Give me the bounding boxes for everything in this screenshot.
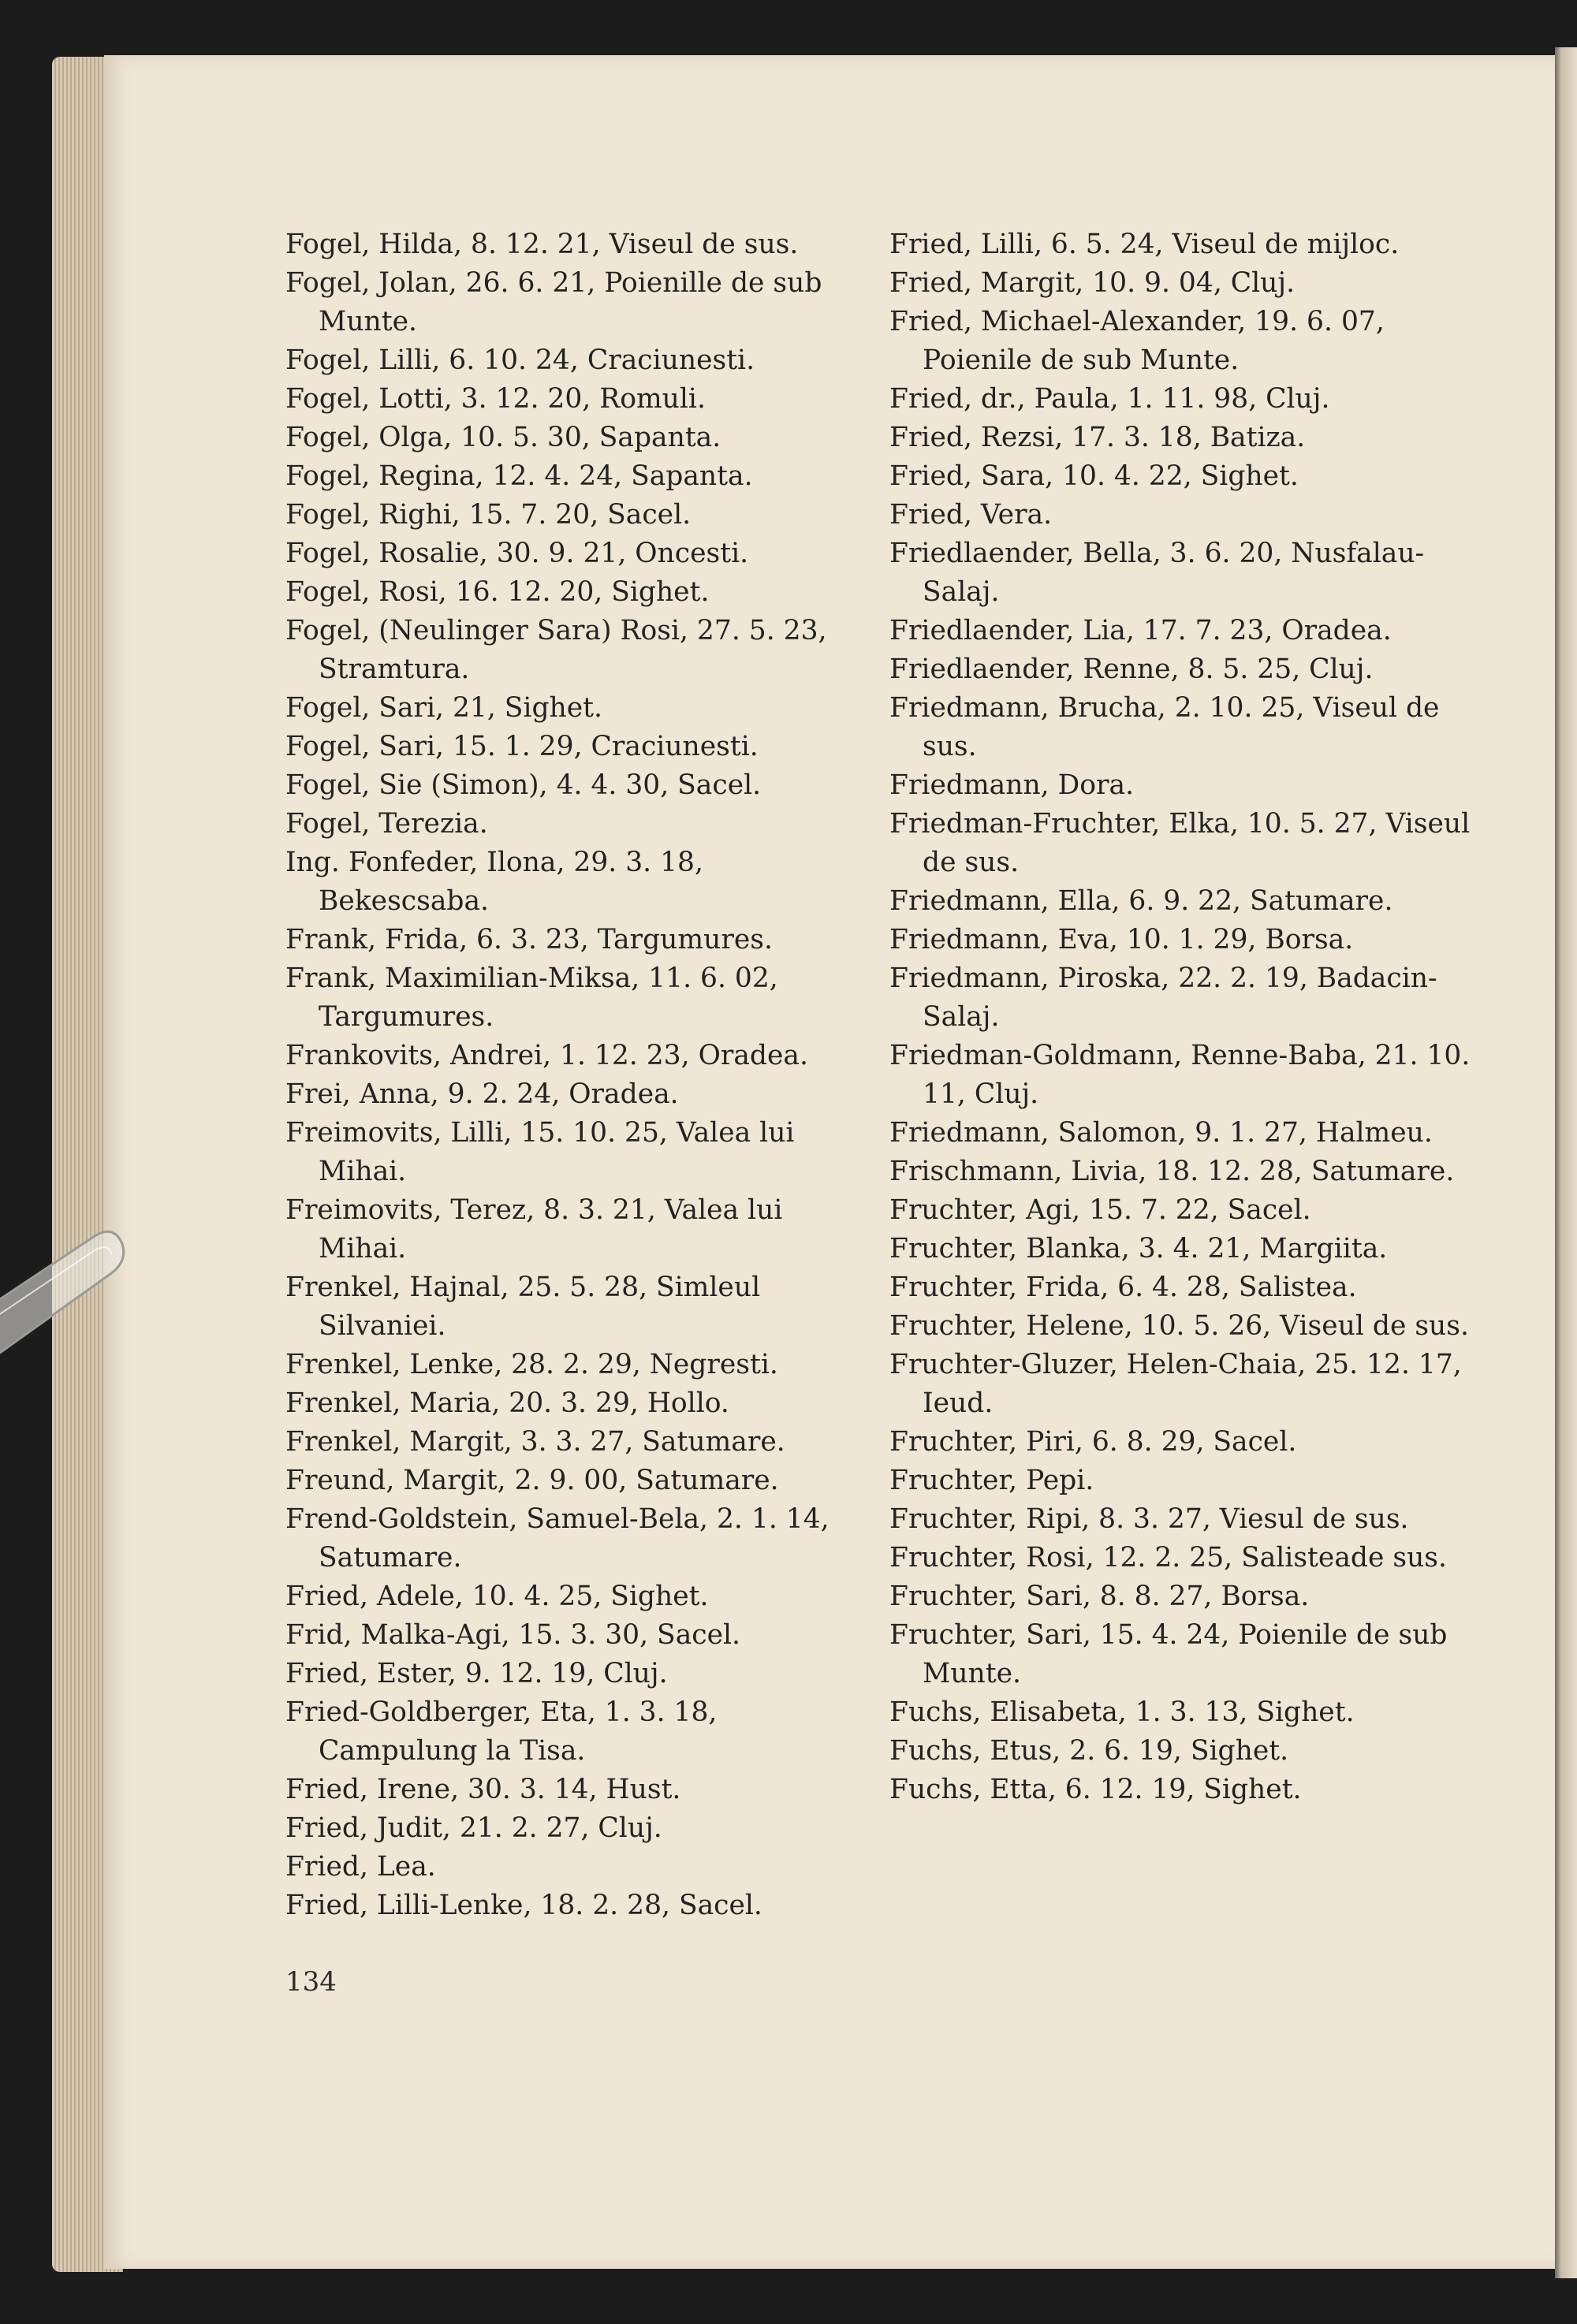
right-column-entry: Fried, dr., Paula, 1. 11. 98, Cluj. <box>889 383 1330 415</box>
right-column-entry: Friedman-Goldmann, Renne-Baba, 21. 10. 11, Cluj. <box>889 1040 1471 1110</box>
right-column-entry: Friedmann, Piroska, 22. 2. 19, Badacin-Salaj. <box>889 963 1437 1033</box>
left-column-entry: Fried, Irene, 30. 3. 14, Hust. <box>285 1774 681 1805</box>
facing-page-edge <box>1555 47 1577 2278</box>
right-column-entry: Fried, Michael-Alexander, 19. 6. 07, Poienile de sub Munte. <box>889 306 1385 376</box>
left-column-entry: Fogel, Terezia. <box>285 808 488 840</box>
left-column-entry: Freund, Margit, 2. 9. 00, Satumare. <box>285 1465 779 1496</box>
right-column-entry: Fruchter, Sari, 15. 4. 24, Poienile de sub Munte. <box>889 1619 1448 1689</box>
right-column-entry: Friedmann, Ella, 6. 9. 22, Satumare. <box>889 885 1393 917</box>
left-column-entry: Fried, Lea. <box>285 1851 436 1883</box>
left-column-entry: Fogel, Sie (Simon), 4. 4. 30, Sacel. <box>285 769 762 801</box>
right-column-entry: Fruchter, Rosi, 12. 2. 25, Salisteade sus. <box>889 1542 1447 1574</box>
left-column-entry: Frankovits, Andrei, 1. 12. 23, Oradea. <box>285 1040 808 1071</box>
right-column-entry: Fruchter, Frida, 6. 4. 28, Salistea. <box>889 1272 1357 1303</box>
left-column-entry: Freimovits, Terez, 8. 3. 21, Valea lui Mihai. <box>285 1194 783 1264</box>
left-column-entry: Frei, Anna, 9. 2. 24, Oradea. <box>285 1078 679 1110</box>
right-column-entry: Friedman-Fruchter, Elka, 10. 5. 27, Viseul de sus. <box>889 808 1471 878</box>
left-column-entry: Fogel, Lotti, 3. 12. 20, Romuli. <box>285 383 706 415</box>
right-column-entry: Fried, Margit, 10. 9. 04, Cluj. <box>889 267 1296 299</box>
left-column-entry: Fogel, Hilda, 8. 12. 21, Viseul de sus. <box>285 229 799 260</box>
left-column-entry: Fogel, Righi, 15. 7. 20, Sacel. <box>285 499 692 531</box>
left-column-entry: Fried-Goldberger, Eta, 1. 3. 18, Campulung la Tisa. <box>285 1696 718 1767</box>
page-number: 134 <box>285 1966 337 1998</box>
right-column-entry: Fruchter, Helene, 10. 5. 26, Viseul de sus. <box>889 1310 1469 1342</box>
right-column-entry: Fruchter-Gluzer, Helen-Chaia, 25. 12. 17, Ieud. <box>889 1349 1462 1419</box>
right-column-entry: Friedlaender, Lia, 17. 7. 23, Oradea. <box>889 615 1392 646</box>
right-column-entry: Fried, Vera. <box>889 499 1053 531</box>
right-column-entry: Fruchter, Ripi, 8. 3. 27, Viesul de sus. <box>889 1503 1409 1535</box>
right-column-entry: Fruchter, Agi, 15. 7. 22, Sacel. <box>889 1194 1311 1226</box>
right-column-entry: Frischmann, Livia, 18. 12. 28, Satumare. <box>889 1156 1455 1187</box>
right-column-entry: Friedlaender, Renne, 8. 5. 25, Cluj. <box>889 654 1374 685</box>
left-column-entry: Fogel, Sari, 15. 1. 29, Craciunesti. <box>285 731 759 762</box>
left-column-entry: Frenkel, Maria, 20. 3. 29, Hollo. <box>285 1387 729 1419</box>
right-column-entry: Fruchter, Blanka, 3. 4. 21, Margiita. <box>889 1233 1388 1264</box>
right-column-entry: Friedmann, Dora. <box>889 769 1135 801</box>
left-column-entry: Frenkel, Hajnal, 25. 5. 28, Simleul Silvaniei. <box>285 1272 761 1342</box>
left-column-entry: Frenkel, Lenke, 28. 2. 29, Negresti. <box>285 1349 778 1380</box>
left-column-entry: Ing. Fonfeder, Ilona, 29. 3. 18, Bekescsaba. <box>285 847 703 917</box>
left-column-entry: Fogel, (Neulinger Sara) Rosi, 27. 5. 23, Stramtura. <box>285 615 827 685</box>
paper-clip-icon <box>0 1220 221 1402</box>
right-column-entry: Fuchs, Etus, 2. 6. 19, Sighet. <box>889 1735 1289 1767</box>
right-column-entry: Fuchs, Etta, 6. 12. 19, Sighet. <box>889 1774 1302 1805</box>
left-column-entry: Fogel, Sari, 21, Sighet. <box>285 692 603 724</box>
right-column-entry: Fried, Sara, 10. 4. 22, Sighet. <box>889 460 1299 492</box>
left-column-entry: Frid, Malka-Agi, 15. 3. 30, Sacel. <box>285 1619 740 1651</box>
left-column-entry: Fogel, Regina, 12. 4. 24, Sapanta. <box>285 460 753 492</box>
right-column-entry: Fruchter, Sari, 8. 8. 27, Borsa. <box>889 1581 1310 1612</box>
left-column-entry: Freimovits, Lilli, 15. 10. 25, Valea lui Mihai. <box>285 1117 795 1187</box>
left-column-entry: Fogel, Jolan, 26. 6. 21, Poienille de sub Munte. <box>285 267 822 337</box>
left-column-entry: Frenkel, Margit, 3. 3. 27, Satumare. <box>285 1426 785 1458</box>
right-column-entry: Friedmann, Eva, 10. 1. 29, Borsa. <box>889 924 1354 955</box>
left-column-entry: Frend-Goldstein, Samuel-Bela, 2. 1. 14, Satumare. <box>285 1503 830 1574</box>
right-column-entry: Friedlaender, Bella, 3. 6. 20, Nusfalau-Salaj. <box>889 538 1425 608</box>
right-column-entry: Friedmann, Brucha, 2. 10. 25, Viseul de sus. <box>889 692 1440 762</box>
left-column-entry: Fogel, Olga, 10. 5. 30, Sapanta. <box>285 422 721 453</box>
right-column-entry: Fried, Rezsi, 17. 3. 18, Batiza. <box>889 422 1306 453</box>
left-column-entry: Fried, Lilli-Lenke, 18. 2. 28, Sacel. <box>285 1890 762 1921</box>
right-column-entry: Fuchs, Elisabeta, 1. 3. 13, Sighet. <box>889 1696 1355 1728</box>
right-column-entry: Fried, Lilli, 6. 5. 24, Viseul de mijloc. <box>889 229 1400 260</box>
right-column <box>889 225 1473 1809</box>
right-column-entry: Friedmann, Salomon, 9. 1. 27, Halmeu. <box>889 1117 1433 1149</box>
right-column-entry: Fruchter, Piri, 6. 8. 29, Sacel. <box>889 1426 1297 1458</box>
right-column-entry: Fruchter, Pepi. <box>889 1465 1094 1496</box>
left-column-entry: Fogel, Rosalie, 30. 9. 21, Oncesti. <box>285 538 749 569</box>
left-column-entry: Fogel, Rosi, 16. 12. 20, Sighet. <box>285 576 710 608</box>
left-column-entry: Frank, Frida, 6. 3. 23, Targumures. <box>285 924 773 955</box>
left-column-entry: Frank, Maximilian-Miksa, 11. 6. 02, Targumures. <box>285 963 778 1033</box>
left-column-entry: Fried, Adele, 10. 4. 25, Sighet. <box>285 1581 709 1612</box>
left-column-entry: Fried, Ester, 9. 12. 19, Cluj. <box>285 1658 668 1689</box>
left-column-entry: Fogel, Lilli, 6. 10. 24, Craciunesti. <box>285 345 755 376</box>
left-column-entry: Fried, Judit, 21. 2. 27, Cluj. <box>285 1812 662 1844</box>
left-column <box>285 225 853 1925</box>
